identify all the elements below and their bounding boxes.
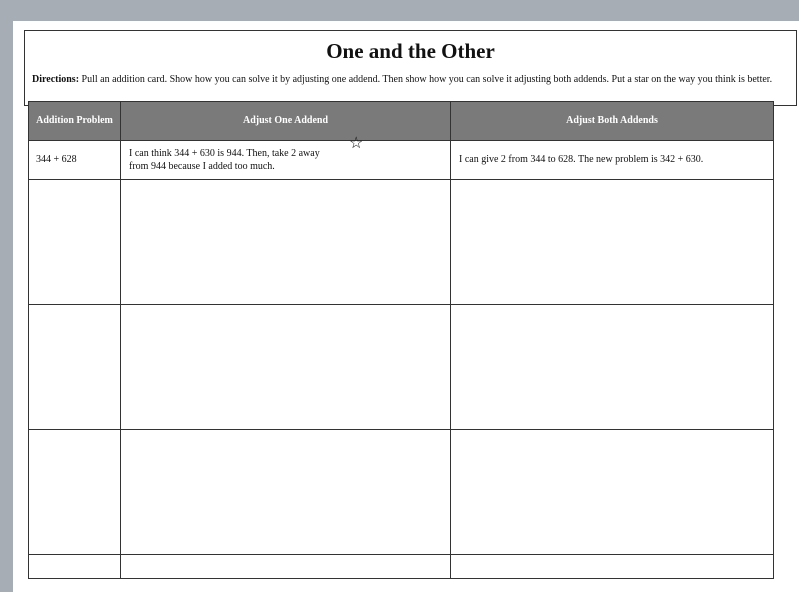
header-adjust-one-addend: Adjust One Addend <box>121 102 450 140</box>
worksheet-page <box>13 21 799 592</box>
answer-cell-adjust-both[interactable] <box>451 305 773 429</box>
directions <box>32 74 792 86</box>
answer-cell-problem[interactable] <box>29 180 120 304</box>
answer-cell-adjust-one[interactable] <box>121 305 450 429</box>
answer-cell-problem[interactable] <box>29 430 120 554</box>
header-addition-problem: Addition Problem <box>29 102 120 140</box>
answer-cell-problem[interactable] <box>29 305 120 429</box>
directions-text: Pull an addition card. Show how you can solve it by adjusting one addend. Then show how you can solve it adjusting both addends. Put a star on the way you think is better. <box>81 74 773 85</box>
example-problem: 344 + 628 <box>36 154 77 165</box>
example-adjust-one: I can think 344 + 630 is 944. Then, take 2 away from 944 because I added too much. <box>129 148 320 172</box>
answer-cell-adjust-one[interactable] <box>121 430 450 554</box>
answer-cell-adjust-one[interactable] <box>121 555 450 578</box>
page-title: One and the Other <box>326 39 495 63</box>
answer-cell-adjust-both[interactable] <box>451 430 773 554</box>
example-adjust-both: I can give 2 from 344 to 628. The new problem is 342 + 630. <box>459 154 704 165</box>
directions-label: Directions: <box>32 74 80 85</box>
answer-cell-adjust-both[interactable] <box>451 555 773 578</box>
row-divider <box>29 140 773 141</box>
answer-cell-adjust-one[interactable] <box>121 180 450 304</box>
answer-cell-problem[interactable] <box>29 555 120 578</box>
answer-cell-adjust-both[interactable] <box>451 180 773 304</box>
title-box <box>24 30 797 106</box>
worksheet-table <box>28 101 774 579</box>
star-icon: ☆ <box>349 135 364 152</box>
header-adjust-both-addends: Adjust Both Addends <box>451 102 773 140</box>
